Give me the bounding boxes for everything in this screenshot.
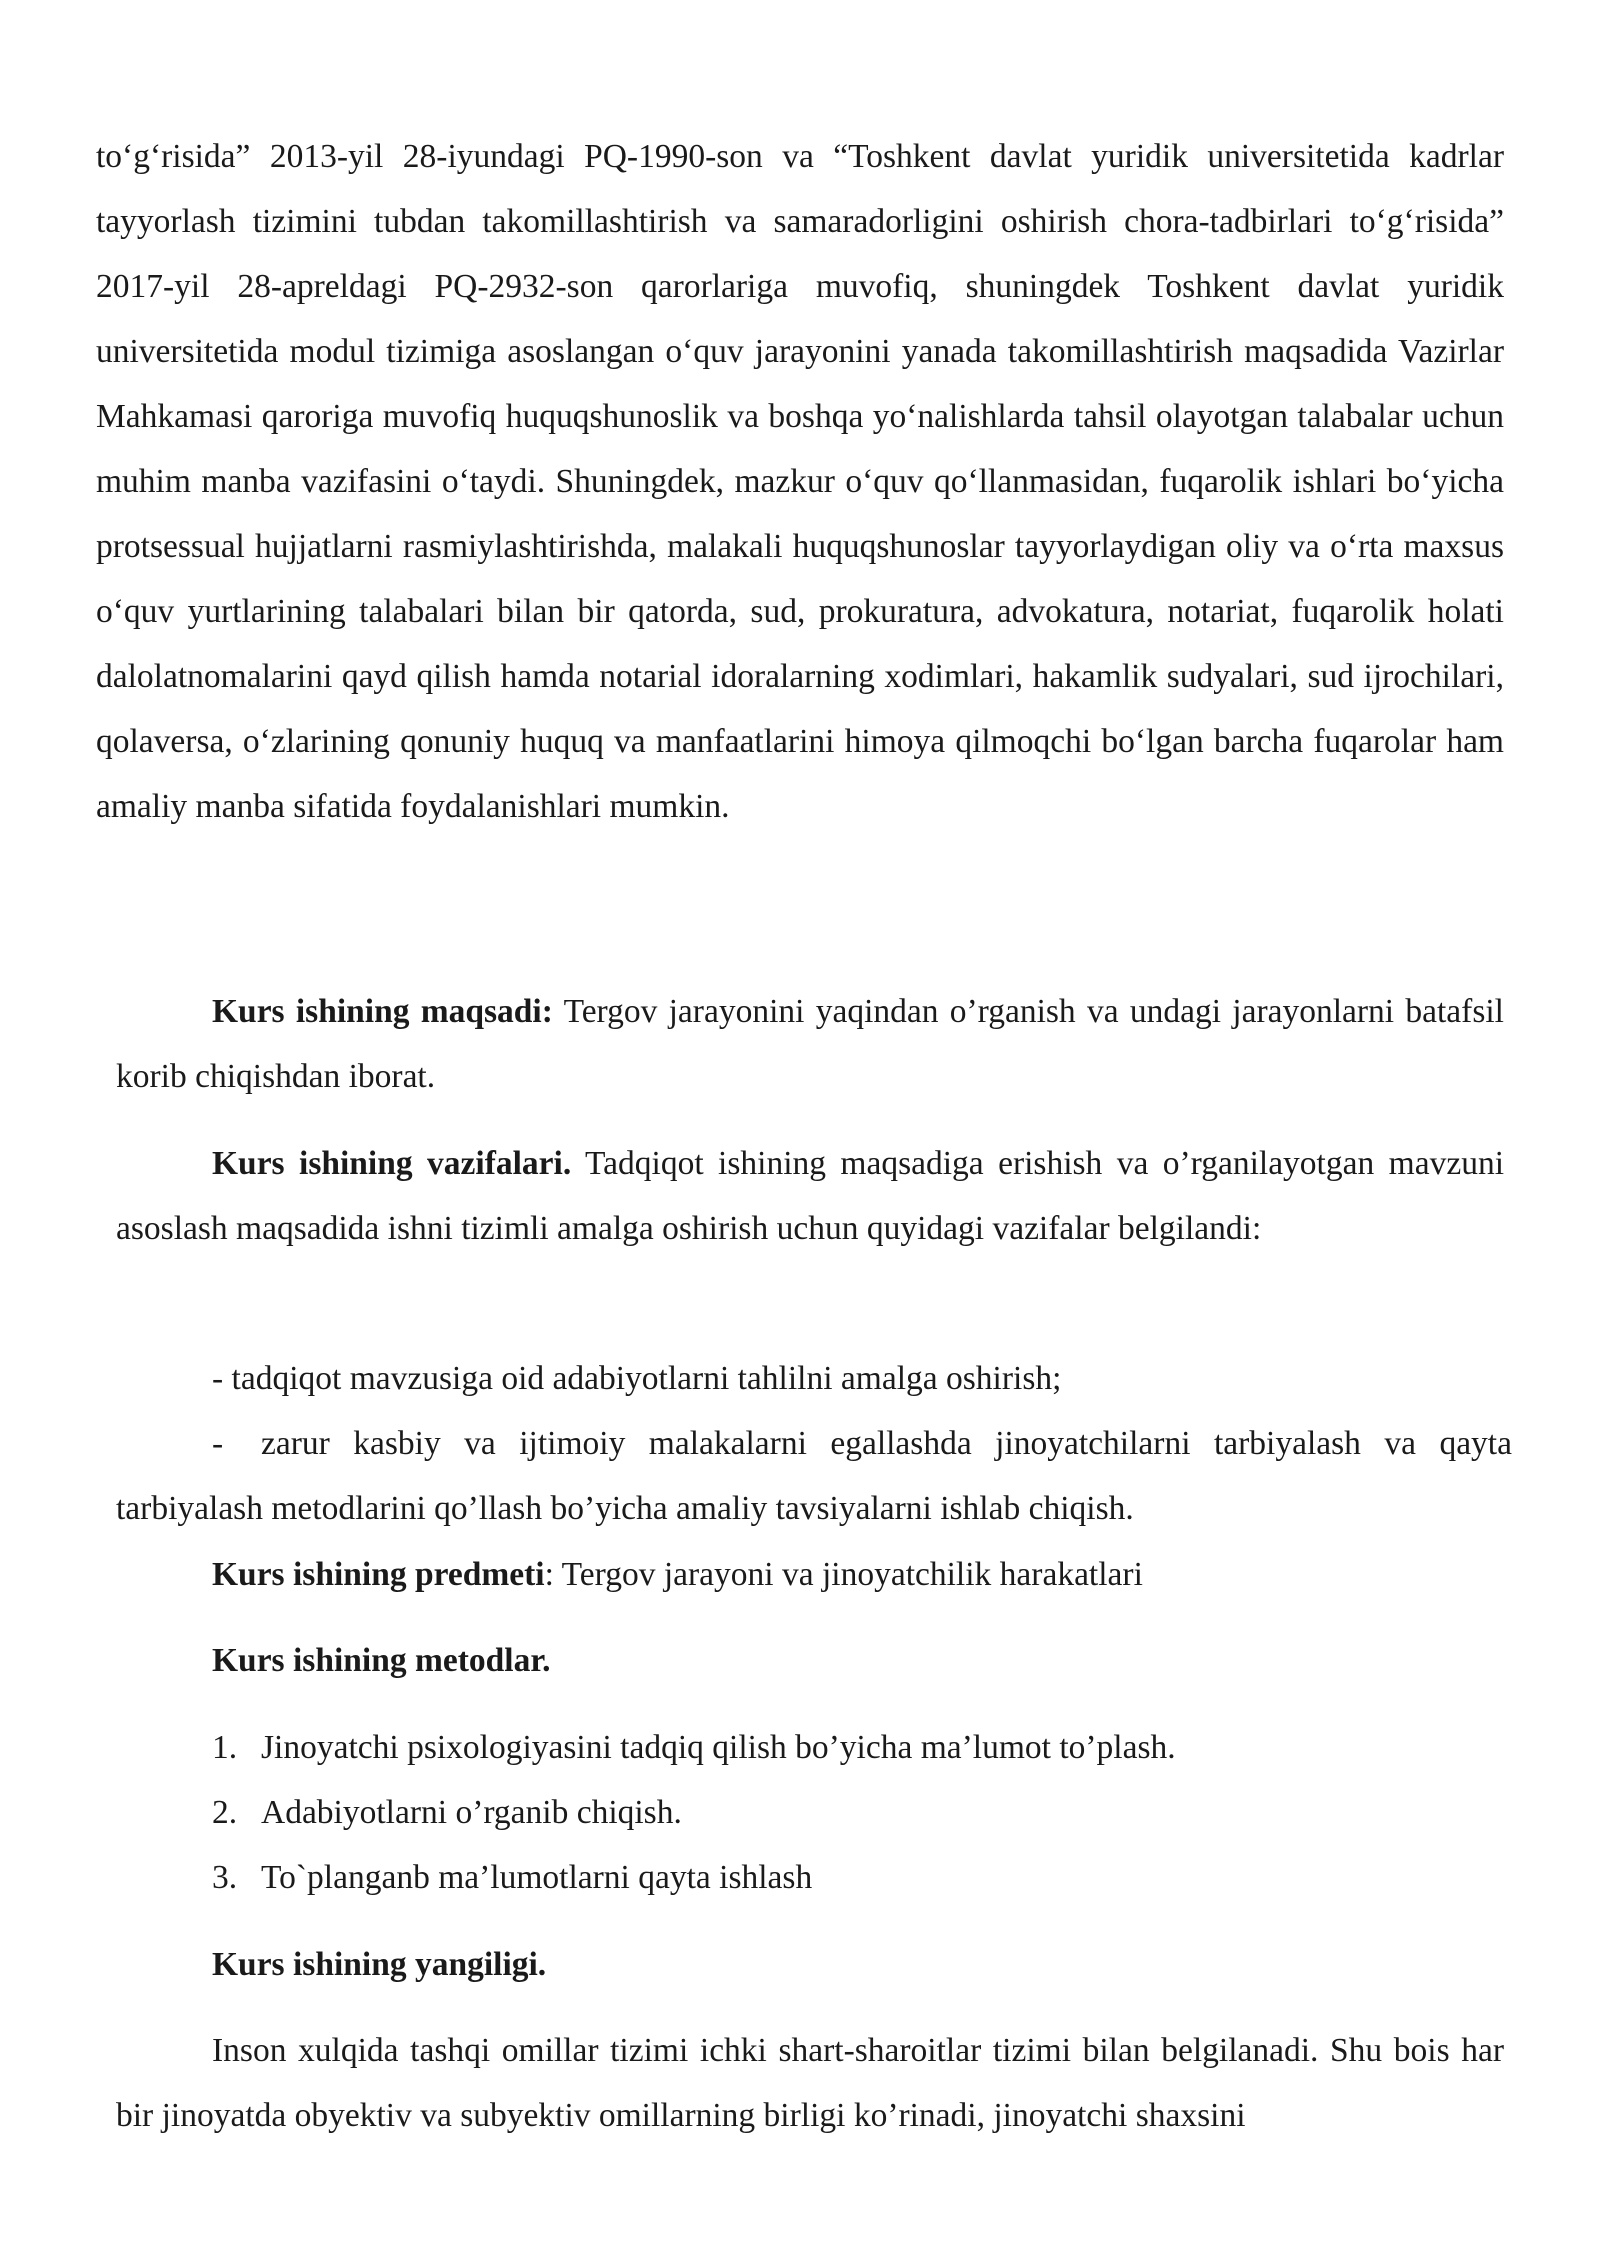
- subject-label: Kurs ishining predmeti: [212, 1556, 545, 1593]
- task-item-2-text: zarur kasbiy va ijtimoiy malakalarni egallashda jinoyatchilarni tarbiyalash va qayta tarbiyalash metodlarini qo’llash bo’yicha amaliy tavsiyalarni ishlab chiqish.: [116, 1425, 1512, 1527]
- goal-text: Tergov jarayonini yaqindan o’rganish va undagi jarayonlarni batafsil korib chiqishdan iborat.: [116, 993, 1504, 1095]
- method-number-2: 2.: [212, 1794, 238, 1831]
- goal-label: Kurs ishining maqsadi:: [212, 993, 553, 1030]
- subject-text: : Tergov jarayoni va jinoyatchilik harakatlari: [544, 1556, 1143, 1593]
- method-number-1: 1.: [212, 1729, 238, 1766]
- tasks-text: Tadqiqot ishining maqsadiga erishish va o’rganilayotgan mavzuni asoslash maqsadida ishni tizimli amalga oshirish uchun quyidagi vazifalar belgilandi:: [116, 1145, 1505, 1247]
- method-item-2: Adabiyotlarni o’rganib chiqish.: [261, 1794, 682, 1831]
- task-item-2: [116, 1411, 1512, 1541]
- methods-heading: Kurs ishining metodlar.: [212, 1642, 551, 1679]
- task-item-1: - tadqiqot mavzusiga oid adabiyotlarni tahlilni amalga oshirish;: [212, 1360, 1062, 1397]
- tasks-label: Kurs ishining vazifalari.: [212, 1145, 572, 1182]
- method-item-3: To`planganb ma’lumotlarni qayta ishlash: [261, 1859, 813, 1896]
- task-item-2-dash: -: [212, 1425, 224, 1462]
- subject-paragraph: [212, 1542, 1600, 1607]
- tasks-paragraph: [116, 1131, 1504, 1261]
- method-item-1: Jinoyatchi psixologiyasini tadqiq qilish bo’yicha ma’lumot to’plash.: [261, 1729, 1176, 1766]
- novelty-paragraph: Inson xulqida tashqi omillar tizimi ichki shart-sharoitlar tizimi bilan belgilanadi. Shu bois har bir jinoyatda obyektiv va subyektiv omillarning birligi ko’rinadi, jinoyatchi shaxsini: [116, 2032, 1504, 2134]
- goal-paragraph: [116, 979, 1504, 1109]
- novelty-heading: Kurs ishining yangiligi.: [212, 1946, 547, 1983]
- method-number-3: 3.: [212, 1859, 238, 1896]
- intro-paragraph: to‘g‘risida” 2013-yil 28-iyundagi PQ-1990-son va “Toshkent davlat yuridik universitetida kadrlar tayyorlash tizimini tubdan takomillashtirish va samaradorligini oshirish chora-tadbirlari to‘g‘risida” 2017-yil 28-apreldagi PQ-2932-son qarorlariga muvofiq, shuningdek Toshkent davlat yuridik universitetida modul tizimiga asoslangan o‘quv jarayonini yanada takomillashtirish maqsadida Vazirlar Mahkamasi qaroriga muvofiq huquqshunoslik va boshqa yo‘nalishlarda tahsil olayotgan talabalar uchun muhim manba vazifasini o‘taydi. Shuningdek, mazkur o‘quv qo‘llanmasidan, fuqarolik ishlari bo‘yicha protsessual hujjatlarni rasmiylashtirishda, malakali huquqshunoslar tayyorlaydigan oliy va o‘rta maxsus o‘quv yurtlarining talabalari bilan bir qatorda, sud, prokuratura, advokatura, notariat, fuqarolik holati dalolatnomalarini qayd qilish hamda notarial idoralarning xodimlari, hakamlik sudyalari, sud ijrochilari, qolaversa, o‘zlarining qonuniy huquq va manfaatlarini himoya qilmoqchi bo‘lgan barcha fuqarolar ham amaliy manba sifatida foydalanishlari mumkin.: [96, 138, 1504, 825]
